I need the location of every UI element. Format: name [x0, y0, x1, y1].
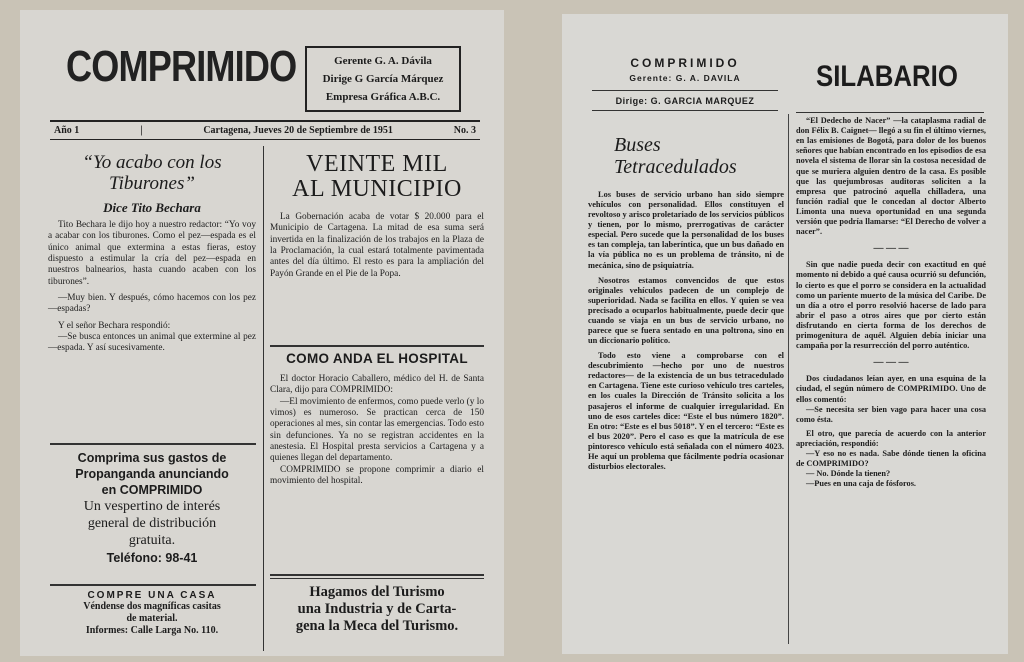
divider — [270, 578, 484, 579]
story-veinte-mil — [270, 152, 484, 280]
paragraph: Y el señor Bechara respondió: — [58, 320, 171, 331]
divider — [270, 574, 484, 576]
paragraph: El doctor Horacio Caballero, médico del H. de Santa Clara, dijo para COMPRIMIDO: — [270, 374, 484, 396]
ad-line: Véndense dos magníficas casitas — [83, 601, 221, 612]
paragraph: La Gobernación acaba de votar $ 20.000 para el Municipio de Cartagena. La mitad de esa suma será invertida en la finalización de los trabajos en la Plaza de la Proclamación, la cual estará totalmente pavimentada antes del día último. El resto es para la ampliación del Payón Grande en el Pie de la Popa. — [270, 212, 484, 279]
story-headline: “Yo acabo con los Tiburones” — [82, 152, 222, 194]
right-newspaper-page — [562, 14, 1008, 654]
divider — [50, 443, 256, 445]
masthead: COMPRIMIDO — [630, 56, 740, 70]
issue-number: No. 3 — [453, 125, 476, 136]
ad-phone: Teléfono: 98-41 — [106, 551, 198, 565]
paragraph: El otro, que parecía de acuerdo con la anterior apreciación, respondió: — [796, 428, 986, 448]
staff-box — [305, 46, 461, 112]
separator: — — — — [873, 243, 909, 255]
paragraph: — No. Dónde la tienen? — [806, 469, 891, 479]
story-turismo — [270, 584, 484, 635]
divider — [592, 110, 778, 111]
story-headline: COMO ANDA EL HOSPITAL — [286, 351, 468, 366]
place-date: Cartagena, Jueves 20 de Septiembre de 1951 — [203, 125, 393, 136]
ad-line: Comprima sus gastos de — [77, 451, 227, 465]
ad-line: Propanganda anunciando — [75, 467, 229, 481]
headline-line: VEINTE MIL — [306, 151, 448, 177]
headline-line: gena la Meca del Turismo. — [295, 618, 459, 634]
ad-line: general de distribución — [87, 516, 217, 531]
ad-line: en COMPRIMIDO — [101, 483, 203, 497]
headline-line: AL MUNICIPIO — [292, 176, 462, 202]
headline-line: Buses — [614, 134, 661, 156]
paragraph: —Muy bien. Y después, cómo hacemos con los pez—espadas? — [48, 292, 256, 315]
year-label: Año 1 — [54, 125, 80, 136]
story-hospital — [270, 351, 484, 487]
column-rule — [263, 146, 264, 651]
divider — [592, 90, 778, 91]
story-buses — [588, 134, 784, 472]
paragraph: Los buses de servicio urbano han sido siempre vehículos con personalidad. Ellos constituyen el revoltoso y arisco proletariado de los servicios públicos y tienen, por lo mismo, prerrogativas de carácter especial. Pero sucede que la personalidad de los buses es tan compleja, tan laberíntica, que un bus dañado en la vía pública no es un problema de tránsito, ni de mecánica, sino de psiquiatría. — [588, 190, 784, 270]
staff-line: Dirige G García Márquez — [322, 73, 444, 85]
headline-line: una Industria y de Carta- — [297, 601, 457, 617]
silabario-column — [796, 116, 986, 490]
masthead: COMPRIMIDO — [66, 42, 297, 91]
separator: — — — — [873, 357, 909, 369]
staff-line: Empresa Gráfica A.B.C. — [325, 91, 441, 103]
paragraph: Tito Bechara le dijo hoy a nuestro redactor: “Yo voy a acabar con los tiburones. Como el pez—espada es el único animal que extermina a estas fieras, estoy dispuesto a estimular la cría del pez—espada en nuestros balnearios, hasta cuando acaben con los tiburones”. — [48, 220, 256, 287]
divider — [50, 584, 256, 586]
ad-line: de material. — [126, 613, 178, 624]
ad-line: gratuita. — [128, 533, 176, 548]
paragraph: —El movimiento de enfermos, como puede verlo (y lo vimos) es numeroso. Se practican cerca de 150 operaciones al mes, sin contar las emergencias. Todo esto sin defunciones. Ya no se registran accidentes en la anestesia. El Hospital presta servicios a Cartagena y a quienes llegan del departamento. — [270, 396, 484, 464]
paragraph: —Se busca entonces un animal que extermine al pez—espada. Y así sucesivamente. — [48, 331, 256, 354]
paragraph: —Y eso no es nada. Sabe dónde tienen la oficina de COMPRIMIDO? — [796, 449, 986, 469]
story-byline: Dice Tito Bechara — [103, 200, 201, 215]
story-headline — [270, 152, 484, 202]
ad-comprima — [46, 450, 258, 567]
ad-casa — [46, 590, 258, 637]
paragraph: —Se necesita ser bien vago para hacer una cosa como ésta. — [796, 404, 986, 424]
section-title: SILABARIO — [816, 60, 958, 93]
headline-line: Hagamos del Turismo — [309, 584, 445, 600]
ad-line: Informes: Calle Larga No. 110. — [85, 625, 219, 636]
dateline — [50, 120, 480, 140]
paragraph: Sin que nadie pueda decir con exactitud en qué momento ni debido a qué causa ocurrió su defunción, lo cierto es que el porro se considera en la actualidad como un pariente muerto de la música del Caribe. De un día a otro el porro resolvió hacerse de lado para abrir el paso a otros aires que por cierto están disfrutando en cierta forma de los derechos de primogenitura de aquél. Alguien debía iniciar una campaña por la resurrección del porro auténtico. — [796, 260, 986, 351]
divider — [796, 112, 984, 113]
paragraph: Nosotros estamos convencidos de que estos originales vehículos padecen de un complejo de superioridad. Nada se facilita en ellos. Y quien se vea precisado a ocuparlos habitualmente, puede decir que cuando se viaja en un bus de servicio urbano, no parece que se fuera sentado en una poltrona, sino en un diccionario político. — [588, 275, 784, 346]
ad-title: COMPRE UNA CASA — [87, 590, 217, 601]
staff-line: Gerente G. A. Dávila — [334, 55, 432, 67]
paragraph: Todo esto viene a comprobarse con el descubrimiento —hecho por uno de nuestros redactores— de la existencia de un bus tetracedulado en Cartagena. Tiene este curioso vehículo tres carteles, en los cuales la Dirección de Tránsito solicita a los pasajeros el informe de cualquier irregularidad. En uno de esos carteles dice: “Este el bus número 1820”. En otro: “Este es el bus 5018”. Y en el tercero: “Este es el bus 2020”. Pero el caso es que la matrícula de ese pintoresco vehículo está señalada con el número 4023. He aquí un problema que fácilmente podría ocasionar disturbios electorales. — [588, 351, 784, 472]
paragraph: Dos ciudadanos leían ayer, en una esquina de la ciudad, el según número de COMPRIMIDO. Uno de ellos comentó: — [796, 374, 986, 404]
divider — [270, 345, 484, 347]
paragraph: COMPRIMIDO se propone comprimir a diario el movimiento del hospital. — [270, 464, 484, 486]
ad-line: Un vespertino de interés — [83, 499, 221, 514]
dateline-separator: | — [140, 125, 143, 136]
small-masthead — [590, 56, 780, 83]
paragraph: —Pues en una caja de fósforos. — [806, 479, 917, 489]
left-newspaper-page — [20, 10, 504, 656]
story-headline — [588, 134, 784, 178]
headline-line: Tetracedulados — [614, 156, 737, 178]
staff-line: Gerente: G. A. DAVILA — [629, 73, 741, 83]
column-rule — [788, 114, 789, 644]
staff-line: Dirige: G. GARCIA MARQUEZ — [615, 96, 755, 106]
story-tiburones — [48, 152, 256, 355]
paragraph: “El Dedecho de Nacer” —la cataplasma radial de don Félix B. Caignet— llegó a su fin el último viernes, en las emisiones de Bogotá, para dolor de los buenos señores que habían encontrado en los episodios de esa novela el sistema de llorar sin la costosa necesidad de que se muriera alguien dentro de la casa. Es posible que las quejumbrosas auditoras soliciten a la empresa que patrocinó aquella chilladera, una función radial que le concedan al doctor Alberto Limonta una nueva oportunidad en una segunda versión que podría llamarse: “El Derecho de volver a nacer”. — [796, 116, 986, 237]
